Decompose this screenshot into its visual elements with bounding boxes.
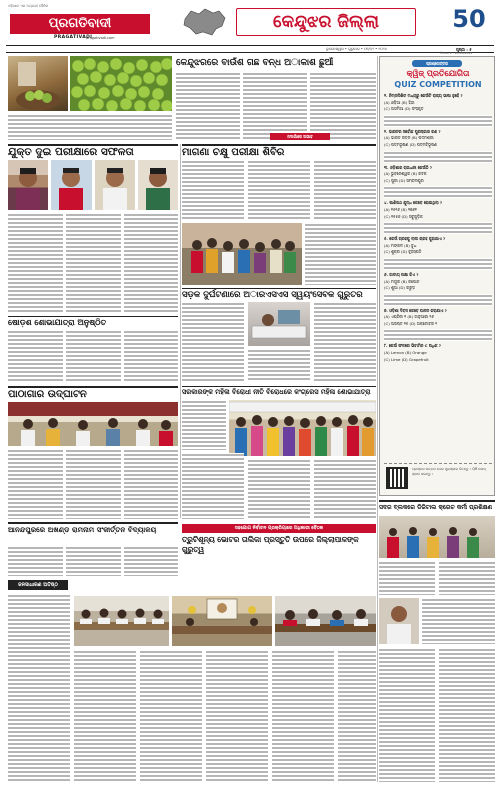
quiz-q8-opts-a[interactable]: (A) Lemon (B) Orange bbox=[384, 350, 427, 356]
anniversary-badge bbox=[446, 4, 492, 36]
quiz-q4-opts-a[interactable]: (A) ୧୫୨୬ (B) ୧୭୬୧ bbox=[384, 206, 417, 212]
quiz-footer-text: ପ୍ରଶ୍ନର ଉତ୍ତର ଦେଇ ପୁରସ୍କାର ଜିତନ୍ତୁ । QR କୋଡ୍ ସ୍କାନ କରନ୍ତୁ । bbox=[412, 467, 486, 476]
quiz-q3-detail bbox=[384, 186, 492, 198]
voter-col6 bbox=[338, 650, 376, 782]
kicker-label bbox=[270, 133, 330, 140]
quiz-q6: ୬. ଜାତୀୟ ପକ୍ଷୀ କିଏ ? bbox=[384, 271, 419, 277]
column-rule-1 bbox=[180, 144, 181, 518]
quiz-q7-detail bbox=[384, 329, 492, 341]
meeting-photo-2 bbox=[172, 596, 272, 646]
library-headline: ପାଠାଗାର ଉଦ୍‌ଘାଟନ bbox=[8, 389, 87, 400]
headline-top: କେନ୍ଦୁଝରରେ ବାଉଁଶ ଗଛ ବନ୍ଧ ଅାକାଶ ଛୁଆଁ bbox=[176, 58, 334, 68]
lime-vendor-photo bbox=[8, 56, 68, 111]
anandapur-col3 bbox=[124, 546, 178, 576]
quiz-q2-detail bbox=[384, 151, 492, 163]
article-left-brief bbox=[8, 114, 172, 140]
quiz-box bbox=[379, 51, 495, 496]
quiz-q3-opts-a[interactable]: (A) ଭୁବନେଶ୍ୱର (B) କଟକ bbox=[384, 171, 427, 177]
quiz-badge bbox=[412, 60, 462, 67]
quiz-q5: ୫. କେଉଁ ଗ୍ରହକୁ ଲାଲ ଗ୍ରହ କୁହାଯାଏ ? bbox=[384, 236, 446, 242]
logo-subtitle: PRAGATIVADI bbox=[54, 35, 93, 40]
eyecamp-col4 bbox=[305, 223, 376, 285]
district-banner bbox=[236, 8, 416, 36]
student-photo-2 bbox=[51, 160, 91, 210]
page-number: ପୃଷ୍ଠା : ୫ bbox=[456, 47, 472, 52]
eyecamp-headline: ମାଗଣା ଚକ୍ଷୁ ପରୀକ୍ଷା ଶିବିର bbox=[182, 147, 285, 158]
quiz-q5-opts-b[interactable]: (C) ଶୁକ୍ର (D) ବୃହସ୍ପତି bbox=[384, 249, 422, 255]
accident-col2b bbox=[248, 349, 310, 382]
logo-text: ପ୍ରଗତିବାଦୀ bbox=[48, 16, 112, 31]
right-brief-col3 bbox=[439, 648, 495, 782]
quiz-q2-opts-a[interactable]: (A) ଭାରତ ରତ୍ନ (B) ପଦ୍ମଶ୍ରୀ bbox=[384, 135, 434, 141]
quiz-q1-detail bbox=[384, 115, 492, 127]
lime-pile-photo bbox=[70, 56, 172, 111]
voter-col1 bbox=[8, 594, 70, 782]
district-map-icon bbox=[182, 7, 228, 37]
quiz-badge-text: ପ୍ରଶ୍ନୋତ୍ତର bbox=[426, 61, 448, 66]
eyecamp-banner bbox=[182, 144, 376, 158]
voter-list-headline: ତ୍ରୁଟିଶୂନ୍ୟ ଭୋଟର ତାଲିକା ପ୍ରସ୍ତୁତି ଉପରେ ଜିଲ୍ଲାପାଳଙ୍କ ଗୁରୁତ୍ୱ bbox=[182, 535, 359, 554]
quiz-q4-opts-b[interactable]: (C) ୧୫୫୬ (D) ସବୁଗୁଡ଼ିକ bbox=[384, 213, 423, 219]
voter-col3 bbox=[140, 650, 202, 782]
results-banner bbox=[8, 144, 178, 158]
date-strip bbox=[6, 45, 494, 53]
masthead bbox=[6, 4, 494, 44]
procession-col3 bbox=[124, 330, 178, 382]
congress-col2 bbox=[182, 453, 244, 519]
procession-headline: ଷୋଡ଼ଶ ଶୋଭାଯାତ୍ରା ଅନୁଷ୍ଠିତ bbox=[8, 316, 178, 328]
library-banner bbox=[8, 386, 178, 400]
congress-col4 bbox=[314, 459, 376, 519]
right-brief-col2 bbox=[379, 648, 435, 782]
results-headline: ଯୁକ୍ତ ଦୁଇ ପରୀକ୍ଷାରେ ସଫଳତା bbox=[8, 146, 134, 158]
results-photos bbox=[8, 160, 178, 210]
article-top-col2 bbox=[243, 72, 307, 140]
article-top-col3 bbox=[310, 72, 376, 140]
quiz-title-en: QUIZ COMPETITION bbox=[394, 80, 482, 89]
anniversary-number: 50 bbox=[452, 5, 486, 33]
election-kicker bbox=[182, 524, 376, 533]
quiz-q1-opts-b[interactable]: (C) ଅସମିଆ (D) ସଂସ୍କୃତ bbox=[384, 106, 424, 112]
quiz-q7-opts-a[interactable]: (A) ଏପ୍ରିଲ ୧ (B) ଜାନୁଆରୀ ୨୬ bbox=[384, 314, 434, 320]
quiz-title-or: କ୍ୱିଜ୍ ପ୍ରତିଯୋଗିତା bbox=[406, 69, 470, 78]
eyecamp-photo bbox=[182, 223, 302, 285]
procession-col1 bbox=[8, 330, 63, 382]
quiz-q8: ୮. କେଉଁ ଫଳରେ ଭିଟାମିନ C ଅଧିକ ? bbox=[384, 343, 442, 349]
meeting-photo-1 bbox=[74, 596, 169, 646]
qr-code-icon[interactable] bbox=[386, 467, 408, 489]
article-top-col1 bbox=[176, 72, 240, 140]
quiz-q6-opts-a[interactable]: (A) ମୟୂର (B) କପୋତ bbox=[384, 278, 420, 284]
eyecamp-col2 bbox=[248, 160, 310, 220]
election-kicker-text: ସହଯୋଗ ନିର୍ବାଚନ ପ୍ରକ୍ରିୟାରେ ଅଧିକାରୀ ବୈଠକ bbox=[234, 526, 324, 531]
column-rule-2 bbox=[377, 56, 378, 782]
quiz-q6-opts-b[interactable]: (C) ଶୁଆ (D) ଗରୁଡ଼ bbox=[384, 285, 415, 291]
date-line: ଭୁବନେଶ୍ୱର • ଗୁରୁବାର • ୦୧/୦୨ • ୨୦୨୪ bbox=[326, 47, 387, 51]
accident-photo bbox=[248, 302, 310, 346]
eyecamp-col3 bbox=[314, 160, 376, 220]
voter-col2 bbox=[74, 650, 136, 782]
public-label-text: ଜନସାଧାରଣ ଅତିଷ୍ଠ bbox=[18, 582, 58, 588]
creche-banner bbox=[379, 500, 495, 514]
quiz-q4-detail bbox=[384, 222, 492, 234]
library-col2 bbox=[66, 449, 121, 519]
anandapur-headline: ଆନନ୍ଦପୁରରେ ଅଖଣ୍ଡ ରାମନାମ ସଂକୀର୍ତ୍ତନ ବିଦ୍ୟାଳୟ bbox=[8, 522, 178, 535]
quiz-q7-opts-b[interactable]: (C) ଅଗଷ୍ଟ ୧୫ (D) ଅକ୍ଟୋବର ୨ bbox=[384, 320, 438, 326]
creche-headline: ସଦର ବ୍ଲକରେ ଡିଜିଟାଲ କ୍ରେଚ କର୍ମୀ ପ୍ରଶିକ୍ଷଣ bbox=[379, 504, 493, 511]
creche-col1 bbox=[379, 561, 435, 595]
voter-col4 bbox=[206, 650, 268, 782]
congress-col1 bbox=[182, 400, 226, 450]
quiz-q4: ୪. ପାଣିପଥ ଯୁଦ୍ଧ କେବେ ହୋଇଥିଲା ? bbox=[384, 200, 443, 206]
accident-col1 bbox=[182, 302, 244, 382]
accident-col3 bbox=[314, 302, 376, 382]
quiz-q5-opts-a[interactable]: (A) ମଙ୍ଗଳ (B) ବୁଧ bbox=[384, 242, 417, 248]
creche-photo bbox=[379, 516, 495, 558]
voter-col5 bbox=[272, 650, 334, 782]
masthead-tagline: ଓଡ଼ିଶାର ଏକ ଅଗ୍ରଣୀ ଦୈନିକ bbox=[8, 4, 49, 8]
anandapur-col2 bbox=[66, 546, 121, 576]
creche-col2 bbox=[439, 561, 495, 595]
student-photo-3 bbox=[95, 160, 135, 210]
meeting-photo-3 bbox=[275, 596, 376, 646]
results-col1 bbox=[8, 213, 63, 313]
district-title: କେନ୍ଦୁଝର ଜିଲ୍ଲା bbox=[273, 12, 379, 32]
quiz-q6-detail bbox=[384, 294, 492, 306]
library-col3 bbox=[124, 449, 178, 519]
newspaper-logo[interactable] bbox=[10, 14, 150, 34]
quiz-q7: ୭. ଓଡ଼ିଶା ଦିବସ କେବେ ପାଳନ କରାଯାଏ ? bbox=[384, 307, 447, 313]
quiz-q3: ୩. ଓଡ଼ିଶାର ରାଜଧାନୀ କେଉଁଠି ? bbox=[384, 164, 432, 170]
kicker-text: ନଦୀଗାଁରେ ଅଭାବ bbox=[287, 134, 313, 139]
results-col2 bbox=[66, 213, 121, 313]
eyecamp-col1 bbox=[182, 160, 244, 220]
person-photo bbox=[379, 598, 419, 644]
procession-col2 bbox=[66, 330, 121, 382]
quiz-questions bbox=[384, 93, 492, 363]
quiz-ad-code: ବିଜ୍ଞାପନ ନଂ: PD-29/2022 bbox=[440, 51, 473, 55]
accident-headline: ସଡ଼କ ଦୁର୍ଘଟଣାରେ ଅାରଏସଏସ ସ୍ୱୟଂସେବକ ଗୁରୁତର bbox=[182, 288, 376, 301]
website-text: pragativadi.com bbox=[86, 36, 115, 40]
quiz-q5-detail bbox=[384, 258, 492, 270]
quiz-q8-opts-b[interactable]: (C) Lime (D) Grapefruit bbox=[384, 356, 429, 362]
anandapur-col1 bbox=[8, 546, 63, 576]
quiz-q3-opts-b[interactable]: (C) ପୁରୀ (D) ସମ୍ବଲପୁର bbox=[384, 177, 424, 183]
results-col3 bbox=[124, 213, 178, 313]
library-photo bbox=[8, 402, 178, 446]
quiz-q1: ୧. ନିମ୍ନଲିଖିତ ମଧ୍ୟରୁ କେଉଁଟି ରାଜ୍ୟ ଭାଷା ନୁହେଁ ? bbox=[384, 93, 463, 98]
congress-photo bbox=[229, 400, 376, 456]
student-photo-4 bbox=[138, 160, 178, 210]
library-col1 bbox=[8, 449, 63, 519]
congress-headline: ସରକାରଙ୍କ ମହିଳା ବିରୋଧୀ ନୀତି ବିରୋଧରେ କଂଗ୍ରେସ ମହିଳା ଶୋଭାଯାତ୍ରା bbox=[182, 386, 376, 398]
congress-col3 bbox=[248, 459, 310, 519]
quiz-footer bbox=[384, 463, 492, 493]
right-brief-col1 bbox=[422, 598, 495, 644]
public-label bbox=[8, 580, 68, 590]
quiz-q2-opts-b[interactable]: (C) ପଦ୍ମଭୂଷଣ (D) ପଦ୍ମବିଭୂଷଣ bbox=[384, 141, 437, 147]
quiz-q2: ୨. ଭାରତର ସର୍ବୋଚ୍ଚ ପୁରସ୍କାର କଣ ? bbox=[384, 128, 441, 134]
student-photo-1 bbox=[8, 160, 48, 210]
quiz-q1-opts-a[interactable]: (A) ଓଡ଼ିଆ (B) ହିନ୍ଦୀ bbox=[384, 99, 415, 105]
